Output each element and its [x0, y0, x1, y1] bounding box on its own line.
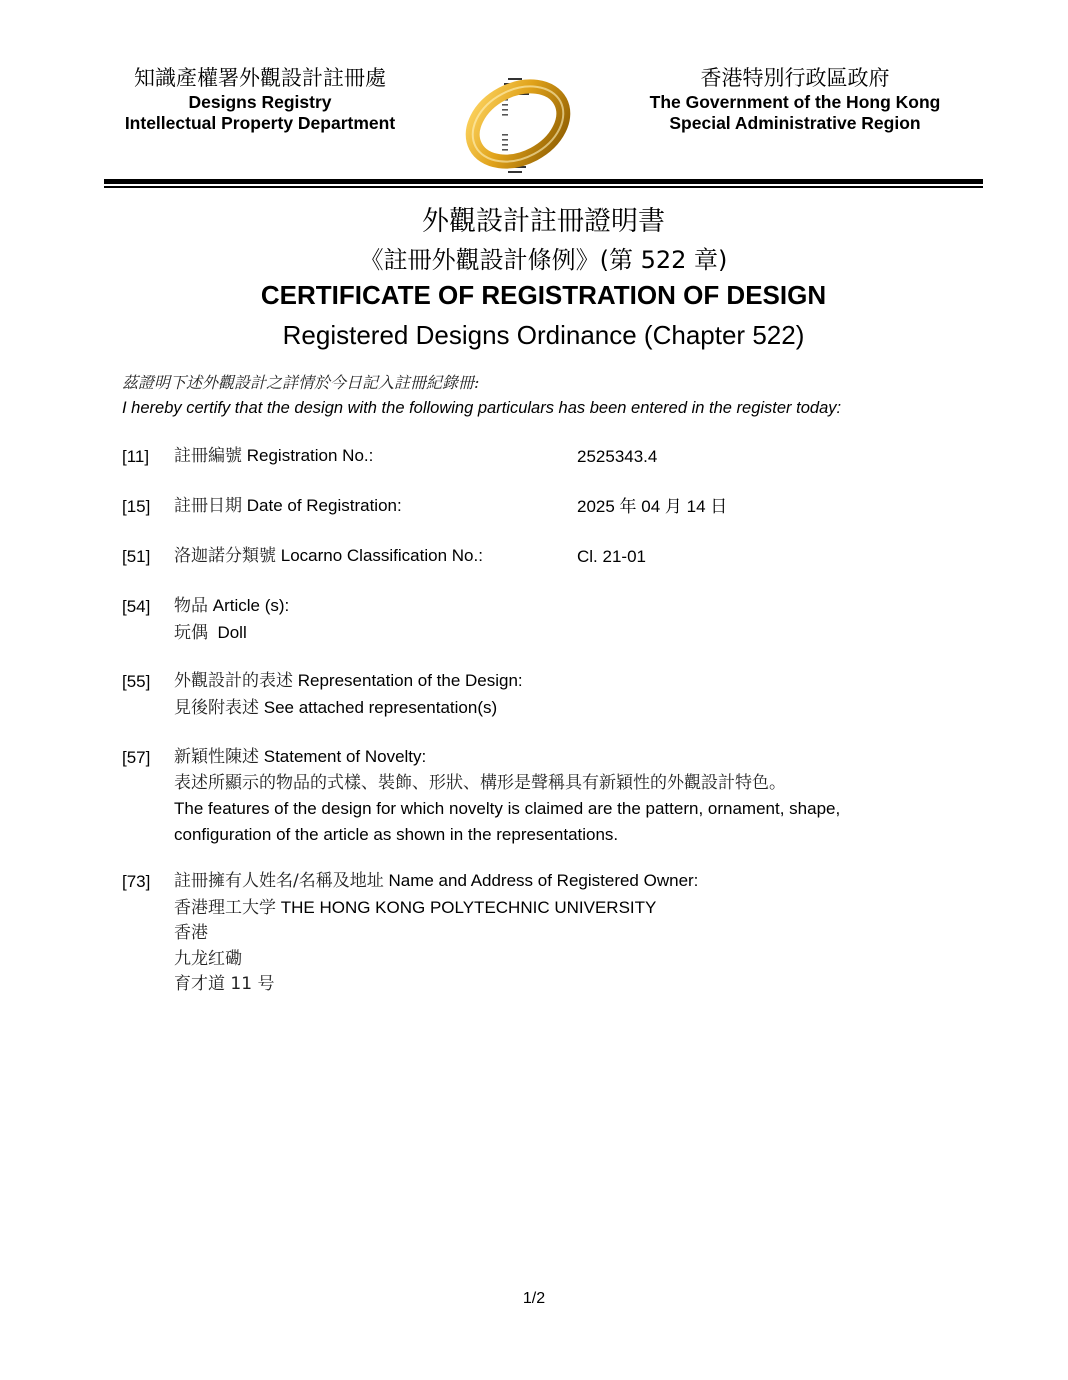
government-name-en-2: Special Administrative Region — [669, 113, 921, 133]
novelty-text-zh: 表述所顯示的物品的式樣、裝飾、形狀、構形是聲稱具有新穎性的外觀設計特色。 — [174, 772, 786, 793]
field-label-en: Statement of Novelty: — [263, 747, 427, 766]
field-label-zh: 註冊日期 — [174, 496, 242, 516]
field-code: [55] — [122, 672, 151, 691]
owner-address-line-1: 香港 — [174, 923, 208, 943]
field-label-en: Representation of the Design: — [297, 671, 523, 690]
field-label-zh: 註冊編號 — [174, 446, 242, 466]
issuer-block — [110, 64, 410, 134]
registration-no-value: 2525343.4 — [577, 447, 658, 466]
locarno-classification-value: Cl. 21-01 — [577, 547, 646, 566]
ordinance-title-zh: 《註冊外觀設計條例》(第 522 章) — [359, 246, 728, 274]
ring-emblem-logo — [458, 72, 576, 176]
article-value-en: Doll — [217, 622, 247, 642]
field-code: [57] — [122, 748, 151, 767]
field-code: [51] — [122, 547, 151, 566]
owner-name-en: THE HONG KONG POLYTECHNIC UNIVERSITY — [280, 897, 657, 917]
novelty-text-en-1: The features of the design for which novelty is claimed are the pattern, ornament, shape, — [174, 799, 841, 818]
certification-statement-zh: 茲證明下述外觀設計之詳情於今日記入註冊紀錄冊: — [122, 373, 480, 392]
field-label-zh: 物品 — [174, 596, 208, 616]
owner-address-line-2: 九龙红磡 — [174, 948, 242, 969]
date-of-registration-value: 2025 年 04 月 14 日 — [577, 497, 728, 516]
field-label-zh: 新穎性陳述 — [174, 747, 259, 767]
article-value-zh: 玩偶 — [174, 622, 208, 643]
certification-statement-en: I hereby certify that the design with the following particulars has been entered in the register today: — [122, 399, 842, 417]
government-block — [640, 64, 950, 134]
certification-statement — [122, 370, 962, 420]
field-label-en: Name and Address of Registered Owner: — [388, 871, 699, 890]
page-number: 1/2 — [522, 1290, 546, 1307]
owner-address-line-3: 育才道 11 号 — [174, 974, 275, 994]
representation-value-zh: 見後附表述 — [174, 697, 259, 718]
issuer-name-zh: 知識產權署外觀設計註冊處 — [134, 66, 386, 90]
certificate-title-zh: 外觀設計註冊證明書 — [422, 206, 665, 237]
header-divider-thin — [104, 186, 983, 188]
field-label-en: Article (s): — [212, 596, 290, 615]
header-divider-thick — [104, 179, 983, 184]
certificate-title-en: CERTIFICATE OF REGISTRATION OF DESIGN — [260, 280, 827, 310]
field-code: [15] — [122, 497, 151, 516]
field-label-zh: 外觀設計的表述 — [174, 671, 293, 691]
ordinance-title-en: Registered Designs Ordinance (Chapter 522) — [282, 320, 805, 350]
field-label-en: Registration No.: — [246, 446, 374, 465]
owner-name-zh: 香港理工大学 — [174, 897, 276, 918]
issuer-name-en-1: Designs Registry — [188, 92, 332, 112]
representation-value-en: See attached representation(s) — [263, 697, 498, 717]
field-label-en: Locarno Classification No.: — [280, 546, 483, 565]
field-code: [54] — [122, 597, 151, 616]
field-label-zh: 洛迦諾分類號 — [174, 546, 276, 566]
field-code: [11] — [122, 447, 150, 466]
field-label-en: Date of Registration: — [246, 496, 402, 515]
government-name-zh: 香港特別行政區政府 — [700, 66, 890, 90]
government-name-en-1: The Government of the Hong Kong — [649, 92, 941, 112]
issuer-name-en-2: Intellectual Property Department — [124, 113, 396, 133]
novelty-text-en-2: configuration of the article as shown in the representations. — [174, 824, 619, 844]
field-code: [73] — [122, 872, 151, 891]
field-label-zh: 註冊擁有人姓名/名稱及地址 — [174, 871, 384, 891]
